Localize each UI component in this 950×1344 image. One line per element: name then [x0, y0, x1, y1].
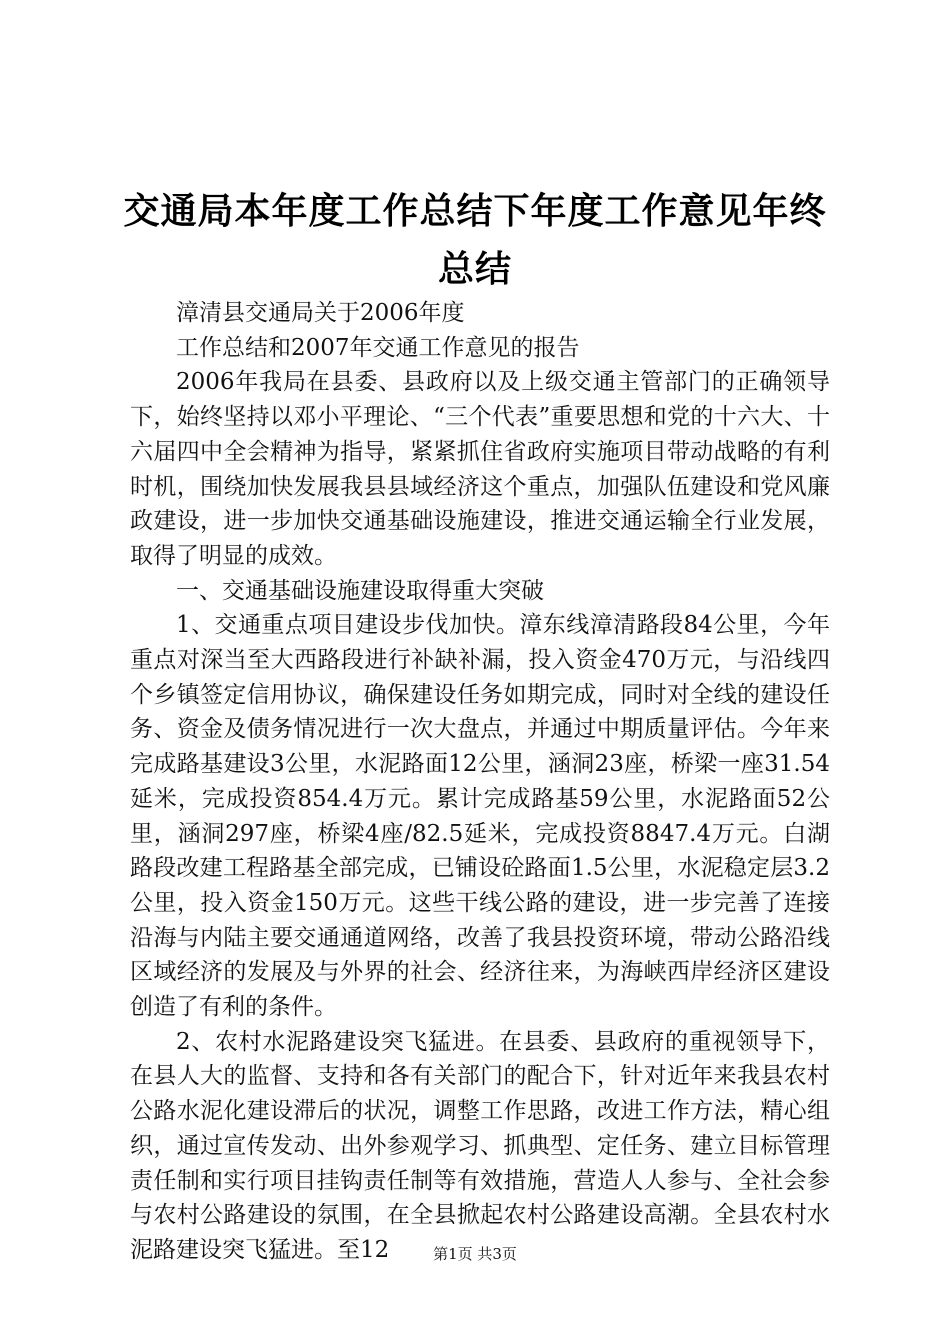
section-heading-1: 一、交通基础设施建设取得重大突破: [176, 577, 544, 604]
page-footer: 第1页 共3页: [433, 1245, 517, 1263]
document-body: [130, 296, 830, 1268]
subtitle-line-1: 漳清县交通局关于2006年度: [176, 300, 465, 326]
intro-paragraph: 2006年我局在县委、县政府以及上级交通主管部门的正确领导下，始终坚持以邓小平理论、“三个代表”重要思想和党的十六大、十六届四中全会精神为指导，紧紧抓住省政府实施项目带动战略的有利时机，围绕加快发展我县县域经济这个重点，加强队伍建设和党风廉政建设，进一步加快交通基础设施建设，推进交通运输全行业发展，取得了明显的成效。: [130, 369, 830, 569]
paragraph-key-projects: 1、交通重点项目建设步伐加快。漳东线漳清路段84公里，今年重点对深当至大西路段进行补缺补漏，投入资金470万元，与沿线四个乡镇签定信用协议，确保建设任务如期完成，同时对全线的建设任务、资金及债务情况进行一次大盘点，并通过中期质量评估。今年来完成路基建设3公里，水泥路面12公里，涵洞23座，桥梁一座31.54延米，完成投资854.4万元。累计完成路基59公里，水泥路面52公里，涵洞297座，桥梁4座/82.5延米，完成投资8847.4万元。白湖路段改建工程路基全部完成，已铺设砼路面1.5公里，水泥稳定层3.2公里，投入资金150万元。这些干线公路的建设，进一步完善了连接沿海与内陆主要交通通道网络，改善了我县投资环境，带动公路沿线区域经济的发展及与外界的社会、经济往来，为海峡西岸经济区建设创造了有利的条件。: [130, 612, 830, 1021]
paragraph-rural-roads: 2、农村水泥路建设突飞猛进。在县委、县政府的重视领导下，在县人大的监督、支持和各有关部门的配合下，针对近年来我县农村公路水泥化建设滞后的状况，调整工作思路，改进工作方法，精心组织，通过宣传发动、出外参观学习、抓典型、定任务、建立目标管理责任制和实行项目挂钩责任制等有效措施，营造人人参与、全社会参与农村公路建设的氛围，在全县掀起农村公路建设高潮。全县农村水泥路建设突飞猛进。至12: [130, 1028, 830, 1263]
subtitle-line-2: 工作总结和2007年交通工作意见的报告: [176, 334, 580, 361]
document-title: 交通局本年度工作总结下年度工作意见年终总结: [123, 191, 827, 290]
